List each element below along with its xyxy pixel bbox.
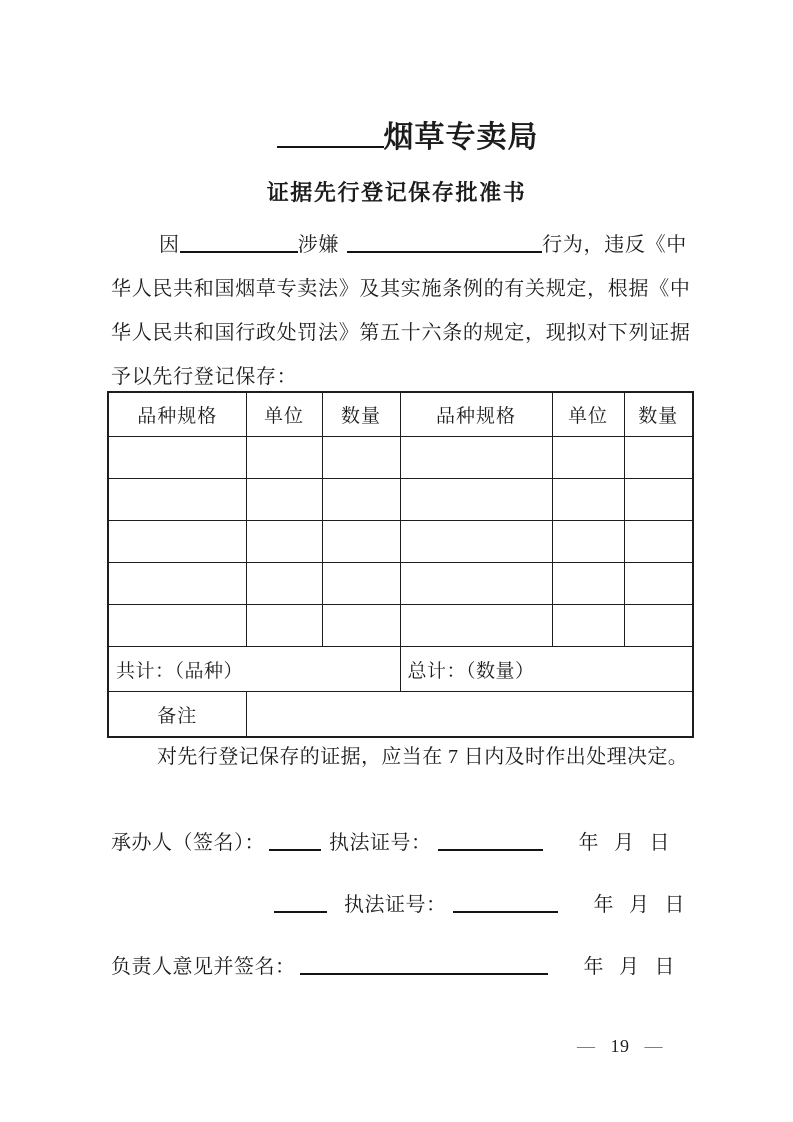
blank-underline[interactable] [274,908,327,913]
text-segment: 华人民共和国行政处罚法》第五十六条的规定，现拟对下列证据 [111,322,691,344]
table-cell-empty[interactable] [322,479,400,521]
table-cell-empty[interactable] [246,437,322,479]
text-segment: 执法证号： [329,832,432,854]
title-blank-underline[interactable] [277,143,384,148]
text-segment: 予以先行登记保存： [111,366,298,388]
table-cell-empty[interactable] [624,521,693,563]
document-subtitle: 证据先行登记保存批准书 [266,180,527,205]
text-segment: 月 [614,832,635,854]
table-cell-empty[interactable] [108,479,246,521]
text-segment: 月 [629,894,650,916]
page-number-right-dash: — [644,1036,663,1056]
table-header-row [108,392,693,437]
table-cell-empty[interactable] [108,563,246,605]
table-cell-empty[interactable] [624,605,693,647]
remark-label-cell: 备注 [108,692,246,738]
paragraph-line [159,223,697,267]
table-cell-empty[interactable] [552,479,624,521]
blank-underline[interactable] [453,908,558,913]
blank-underline[interactable] [438,846,543,851]
table-cell-empty[interactable] [322,605,400,647]
text-segment: 年 [593,894,614,916]
table-cell-empty[interactable] [400,437,552,479]
paragraph-line [111,311,697,355]
table-row [108,479,693,521]
blank-underline[interactable] [347,248,542,253]
blank-underline[interactable] [180,248,298,253]
table-cell-empty[interactable] [552,605,624,647]
text-segment: 年 [578,832,599,854]
table-cell-empty[interactable] [322,563,400,605]
table-cell-empty[interactable] [400,563,552,605]
blank-underline[interactable] [269,846,321,851]
text-segment: 日 [664,894,685,916]
page-number-left-dash: — [577,1036,596,1056]
text-segment: 承办人（签名）： [111,832,265,854]
evidence-table [107,391,694,738]
col-header-unit-2: 单位 [552,392,624,437]
table-cell-empty[interactable] [108,605,246,647]
table-cell-empty[interactable] [322,437,400,479]
signature-line [111,826,751,888]
table-cell-empty[interactable] [400,521,552,563]
document-title [0,112,793,156]
signature-line [111,950,751,1012]
table-cell-empty[interactable] [400,479,552,521]
remark-value-cell[interactable] [246,692,693,738]
total-quantity-cell[interactable]: 总计：（数量） [400,647,693,692]
table-row [108,521,693,563]
blank-underline[interactable] [300,970,548,975]
title-text: 烟草专卖局 [383,121,539,154]
text-segment: 执法证号： [344,894,447,916]
table-cell-empty[interactable] [552,437,624,479]
subtotal-varieties-cell[interactable]: 共计：（品种） [108,647,400,692]
text-segment: 月 [619,956,640,978]
processing-deadline-note: 对先行登记保存的证据，应当在 7 日内及时作出处理决定。 [157,746,689,768]
table-cell-empty[interactable] [246,479,322,521]
col-header-quantity-1: 数量 [322,392,400,437]
table-cell-empty[interactable] [246,605,322,647]
table-cell-empty[interactable] [246,521,322,563]
table-row [108,437,693,479]
col-header-variety-spec-2: 品种规格 [400,392,552,437]
table-row [108,563,693,605]
table-cell-empty[interactable] [108,521,246,563]
text-segment: 涉嫌 [297,234,340,256]
signature-line [111,888,751,950]
text-segment: 因 [159,234,180,256]
table-cell-empty[interactable] [624,563,693,605]
table-cell-empty[interactable] [246,563,322,605]
text-segment: 年 [583,956,604,978]
remark-row [108,692,693,738]
table-cell-empty[interactable] [624,479,693,521]
col-header-variety-spec-1: 品种规格 [108,392,246,437]
table-cell-empty[interactable] [552,521,624,563]
col-header-unit-1: 单位 [246,392,322,437]
page-number [577,1036,663,1057]
table-row [108,605,693,647]
table-cell-empty[interactable] [400,605,552,647]
table-cell-empty[interactable] [322,521,400,563]
table-cell-empty[interactable] [108,437,246,479]
table-cell-empty[interactable] [552,563,624,605]
col-header-quantity-2: 数量 [624,392,693,437]
text-segment: 华人民共和国烟草专卖法》及其实施条例的有关规定，根据《中 [111,278,691,300]
totals-row [108,647,693,692]
page-number-value: 19 [610,1036,630,1056]
body-paragraph [111,223,697,399]
text-segment: 行为，违反《中 [542,234,688,256]
text-segment: 日 [654,956,675,978]
table-cell-empty[interactable] [624,437,693,479]
text-segment: 负责人意见并签名： [111,956,296,978]
text-segment: 日 [649,832,670,854]
paragraph-line [111,267,697,311]
signature-block [111,826,751,1012]
